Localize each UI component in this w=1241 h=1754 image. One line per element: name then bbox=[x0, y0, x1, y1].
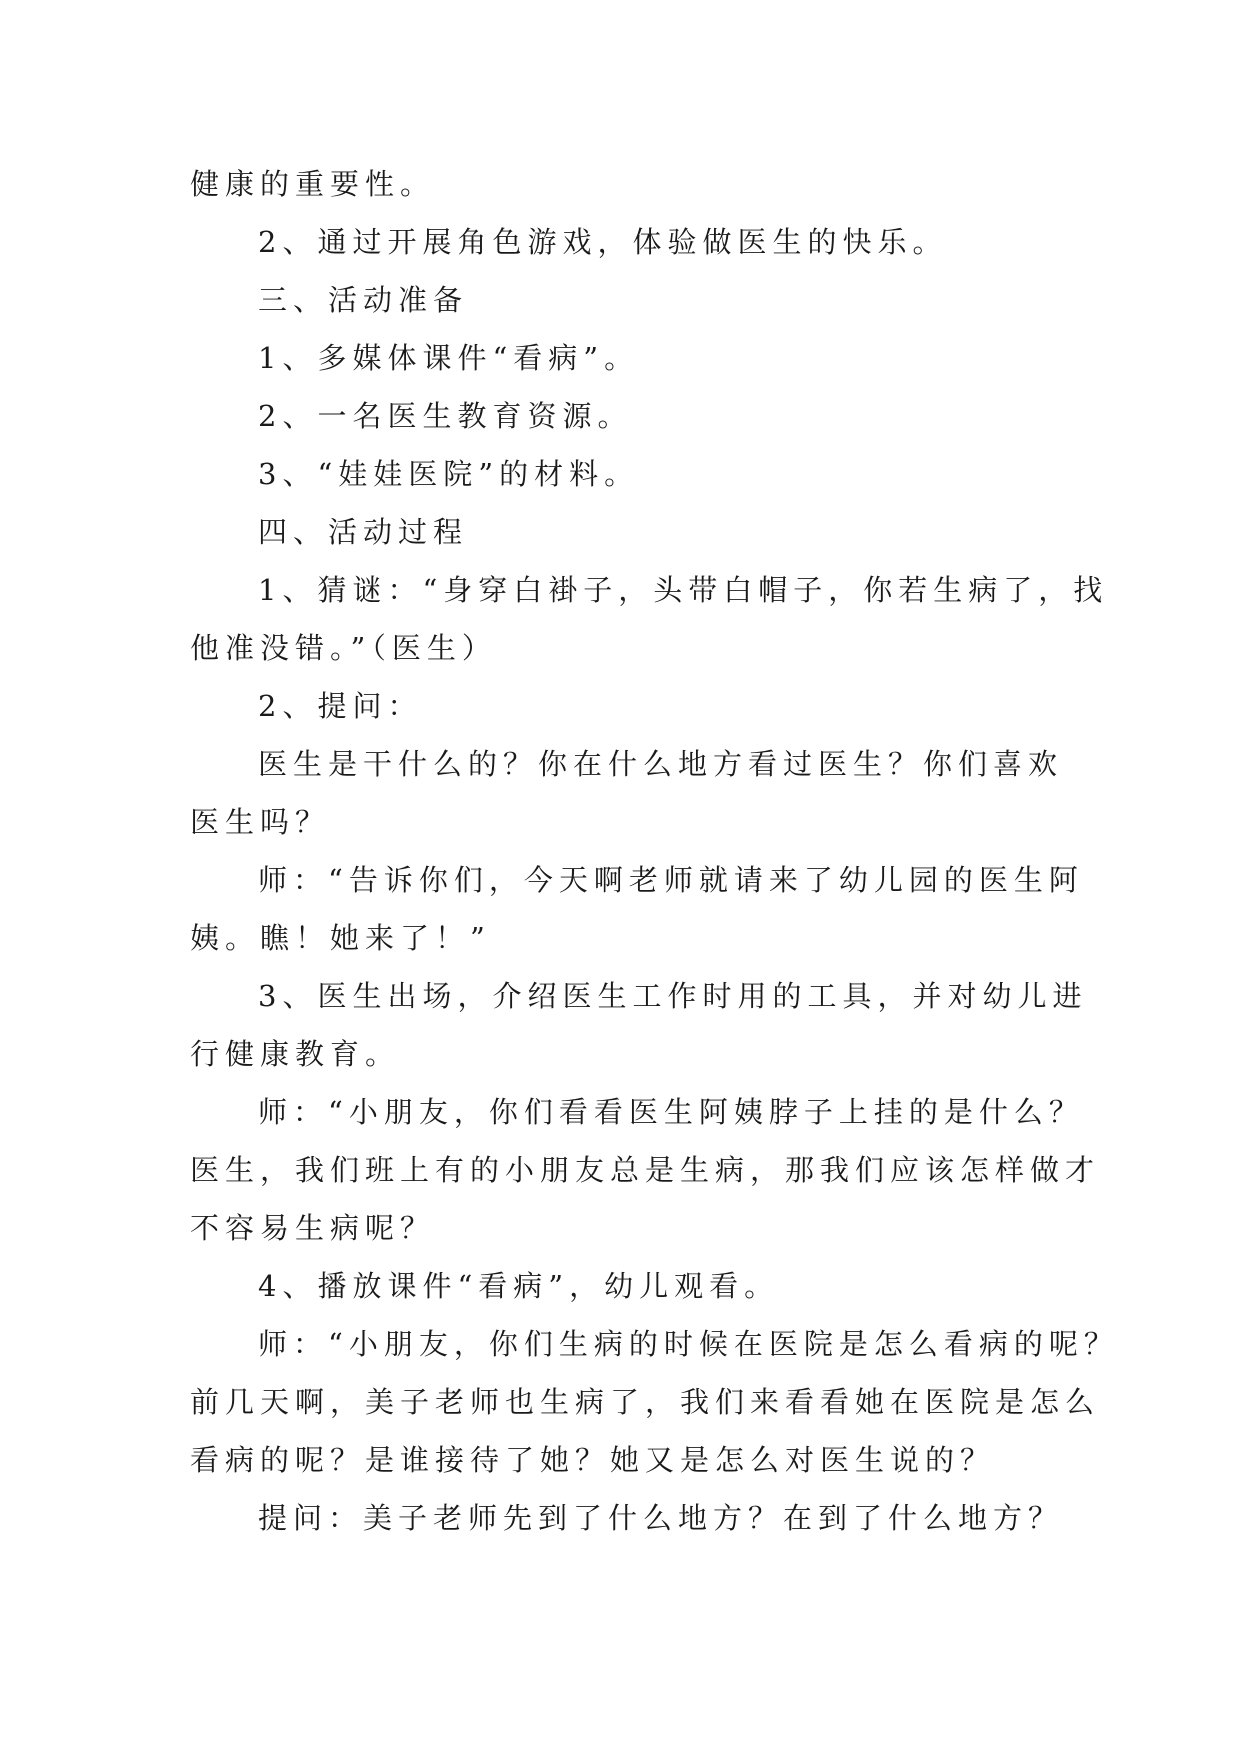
section-heading: 三、活动准备 bbox=[258, 283, 469, 317]
text-line: 师：“小朋友，你们生病的时候在医院是怎么看病的呢？ bbox=[258, 1327, 1119, 1361]
text-line: 医生是干什么的？你在什么地方看过医生？你们喜欢 bbox=[258, 747, 1064, 781]
text-line: 师：“小朋友，你们看看医生阿姨脖子上挂的是什么？ bbox=[258, 1095, 1084, 1129]
text-line: 2、通过开展角色游戏，体验做医生的快乐。 bbox=[258, 225, 948, 259]
text-line: 看病的呢？是谁接待了她？她又是怎么对医生说的？ bbox=[190, 1443, 996, 1477]
text-line: 师：“告诉你们，今天啊老师就请来了幼儿园的医生阿 bbox=[258, 863, 1084, 897]
text-line: 3、医生出场，介绍医生工作时用的工具，并对幼儿进 bbox=[258, 979, 1088, 1013]
text-line: 3、“娃娃医院”的材料。 bbox=[258, 457, 640, 491]
text-line: 2、提问： bbox=[258, 689, 423, 723]
text-line: 前几天啊，美子老师也生病了，我们来看看她在医院是怎么 bbox=[190, 1385, 1101, 1419]
text-line: 提问：美子老师先到了什么地方？在到了什么地方？ bbox=[258, 1501, 1064, 1535]
text-line: 健康的重要性。 bbox=[190, 167, 436, 201]
text-line: 1、猜谜：“身穿白褂子，头带白帽子，你若生病了，找 bbox=[258, 573, 1109, 607]
text-line: 1、多媒体课件“看病”。 bbox=[258, 341, 640, 375]
text-line: 行健康教育。 bbox=[190, 1037, 401, 1071]
body-text bbox=[190, 155, 1119, 1547]
text-line: 4、播放课件“看病”，幼儿观看。 bbox=[258, 1269, 780, 1303]
text-line: 他准没错。”（医生） bbox=[190, 631, 497, 665]
text-line: 姨。瞧！她来了！” bbox=[190, 921, 491, 955]
text-line: 医生吗？ bbox=[190, 805, 331, 839]
text-line: 2、一名医生教育资源。 bbox=[258, 399, 633, 433]
section-heading: 四、活动过程 bbox=[258, 515, 469, 549]
text-line: 不容易生病呢？ bbox=[190, 1211, 436, 1245]
text-line: 医生，我们班上有的小朋友总是生病，那我们应该怎样做才 bbox=[190, 1153, 1101, 1187]
